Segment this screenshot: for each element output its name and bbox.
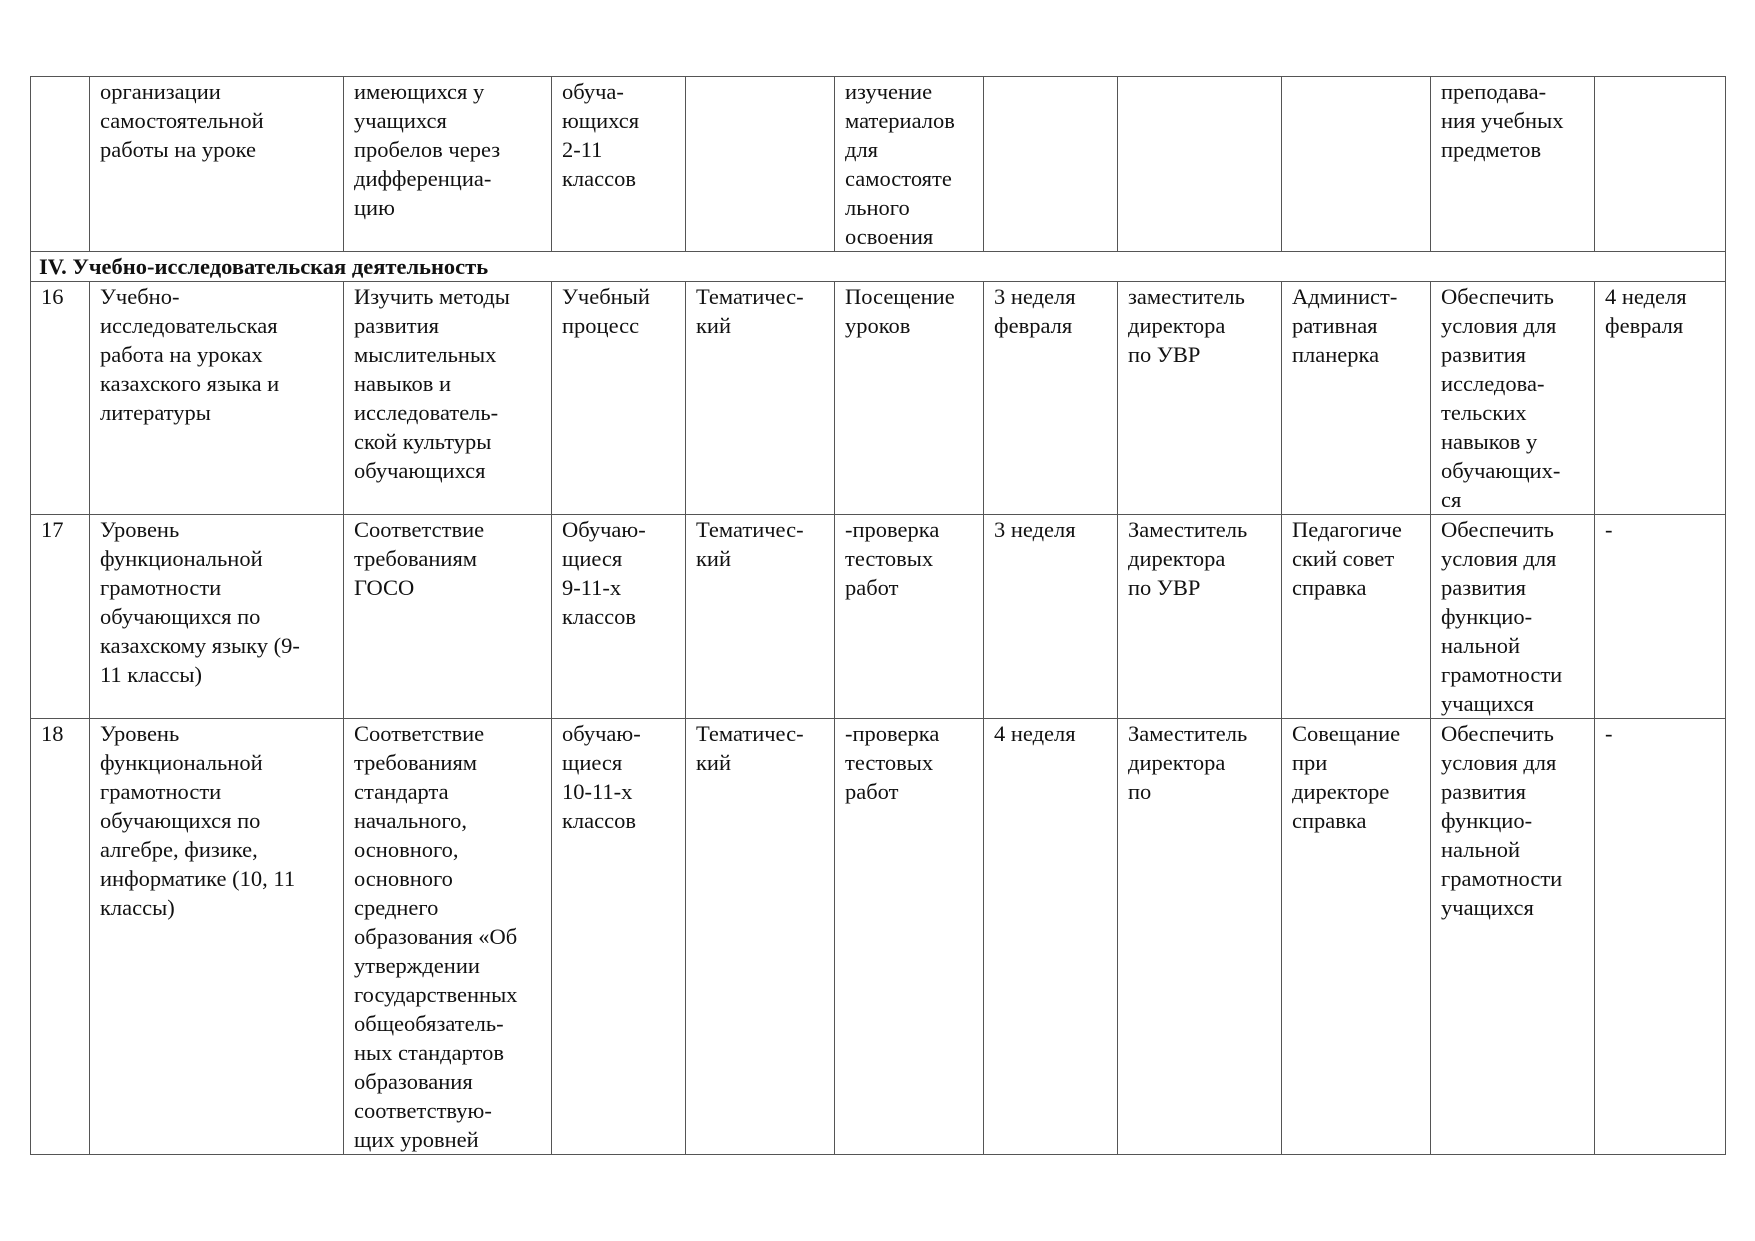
control-object: обучаю- щиеся 10-11-х классов — [552, 719, 686, 1155]
table-row — [31, 515, 1726, 719]
control-secondary: 4 неделя февраля — [1595, 282, 1726, 515]
control-method: Посещение уроков — [835, 282, 984, 515]
control-responsible — [1118, 77, 1282, 252]
control-object: Обучаю- щиеся 9-11-х классов — [552, 515, 686, 719]
control-topic: Учебно- исследовательская работа на уроках казахского языка и литературы — [90, 282, 344, 515]
control-decision: преподава- ния учебных предметов — [1431, 77, 1595, 252]
control-deadline: 3 неделя — [984, 515, 1118, 719]
row-number: 16 — [31, 282, 90, 515]
row-number: 18 — [31, 719, 90, 1155]
table-row — [31, 282, 1726, 515]
control-decision: Обеспечить условия для развития исследова- тельских навыков у обучающих- ся — [1431, 282, 1595, 515]
control-type: Тематичес- кий — [686, 515, 835, 719]
control-deadline — [984, 77, 1118, 252]
table-row — [31, 719, 1726, 1155]
control-type: Тематичес- кий — [686, 282, 835, 515]
row-number — [31, 77, 90, 252]
table-row — [31, 77, 1726, 252]
control-review-place: Совещание при директоре справка — [1282, 719, 1431, 1155]
control-responsible: Заместитель директора по — [1118, 719, 1282, 1155]
control-goal: Соответствие требованиям стандарта начального, основного, основного среднего образования «Об утверждении государственных общеобязатель- ных стандартов образования соответствую- щих уровней — [344, 719, 552, 1155]
control-method: изучение материалов для самостояте льного освоения — [835, 77, 984, 252]
control-goal: Изучить методы развития мыслительных навыков и исследователь- ской культуры обучающихся — [344, 282, 552, 515]
control-topic: организации самостоятельной работы на уроке — [90, 77, 344, 252]
control-responsible: заместитель директора по УВР — [1118, 282, 1282, 515]
control-secondary — [1595, 77, 1726, 252]
control-secondary: - — [1595, 719, 1726, 1155]
control-decision: Обеспечить условия для развития функцио- нальной грамотности учащихся — [1431, 515, 1595, 719]
control-topic: Уровень функциональной грамотности обучающихся по казахскому языку (9- 11 классы) — [90, 515, 344, 719]
row-number: 17 — [31, 515, 90, 719]
control-goal: Соответствие требованиям ГОСО — [344, 515, 552, 719]
section-title: IV. Учебно-исследовательская деятельность — [31, 252, 1726, 282]
control-review-place: Педагогиче ский совет справка — [1282, 515, 1431, 719]
control-topic: Уровень функциональной грамотности обучающихся по алгебре, физике, информатике (10, 11 классы) — [90, 719, 344, 1155]
control-plan-table — [30, 76, 1726, 1155]
control-deadline: 3 неделя февраля — [984, 282, 1118, 515]
control-type: Тематичес- кий — [686, 719, 835, 1155]
control-goal: имеющихся у учащихся пробелов через дифференциа- цию — [344, 77, 552, 252]
document-page — [30, 76, 1725, 1155]
control-deadline: 4 неделя — [984, 719, 1118, 1155]
control-method: -проверка тестовых работ — [835, 515, 984, 719]
control-method: -проверка тестовых работ — [835, 719, 984, 1155]
control-type — [686, 77, 835, 252]
control-object: Учебный процесс — [552, 282, 686, 515]
control-object: обуча- ющихся 2-11 классов — [552, 77, 686, 252]
control-responsible: Заместитель директора по УВР — [1118, 515, 1282, 719]
control-decision: Обеспечить условия для развития функцио- нальной грамотности учащихся — [1431, 719, 1595, 1155]
control-review-place — [1282, 77, 1431, 252]
section-row — [31, 252, 1726, 282]
control-review-place: Админист- ративная планерка — [1282, 282, 1431, 515]
control-secondary: - — [1595, 515, 1726, 719]
